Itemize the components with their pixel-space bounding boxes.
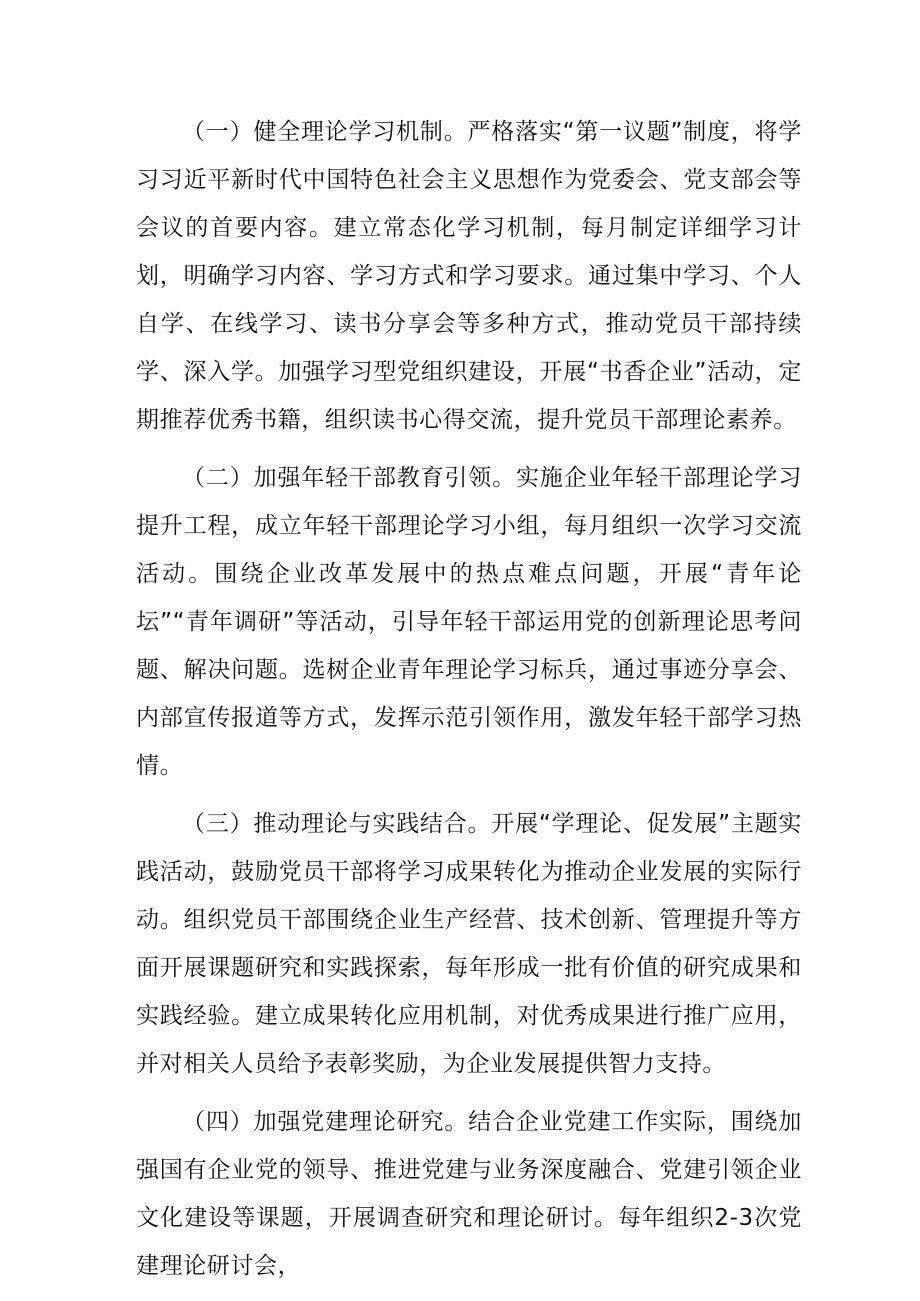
paragraph-party-building-research: （四）加强党建理论研究。结合企业党建工作实际，围绕加强国有企业党的领导、推进党建与业务深度融合、党建引领企业文化建设等课题，开展调查研究和理论研讨。每年组织2-3次党建理论研讨会， (136, 1109, 802, 1279)
paragraph-theory-practice: （三）推动理论与实践结合。开展“学理论、促发展”主题实践活动，鼓励党员干部将学习成果转化为推动企业发展的实际行动。组织党员干部围绕企业生产经营、技术创新、管理提升等方面开展课题研究和实践探索，每年形成一批有价值的研究成果和实践经验。建立成果转化应用机制，对优秀成果进行推广应用，并对相关人员给予表彰奖励，为企业发展提供智力支持。 (136, 811, 802, 1077)
paragraph-theory-study-mechanism: （一）健全理论学习机制。严格落实“第一议题”制度，将学习习近平新时代中国特色社会主义思想作为党委会、党支部会等会议的首要内容。建立常态化学习机制，每月制定详细学习计划，明确学习内容、学习方式和学习要求。通过集中学习、个人自学、在线学习、读书分享会等多种方式，推动党员干部持续学、深入学。加强学习型党组织建设，开展“书香企业”活动，定期推荐优秀书籍，组织读书心得交流，提升党员干部理论素养。 (136, 119, 802, 433)
paragraph-young-cadre-guidance: （二）加强年轻干部教育引领。实施企业年轻干部理论学习提升工程，成立年轻干部理论学习小组，每月组织一次学习交流活动。围绕企业改革发展中的热点难点问题，开展“青年论坛”“青年调研”等活动，引导年轻干部运用党的创新理论思考问题、解决问题。选树企业青年理论学习标兵，通过事迹分享会、内部宣传报道等方式，发挥示范引领作用，激发年轻干部学习热情。 (136, 465, 802, 779)
